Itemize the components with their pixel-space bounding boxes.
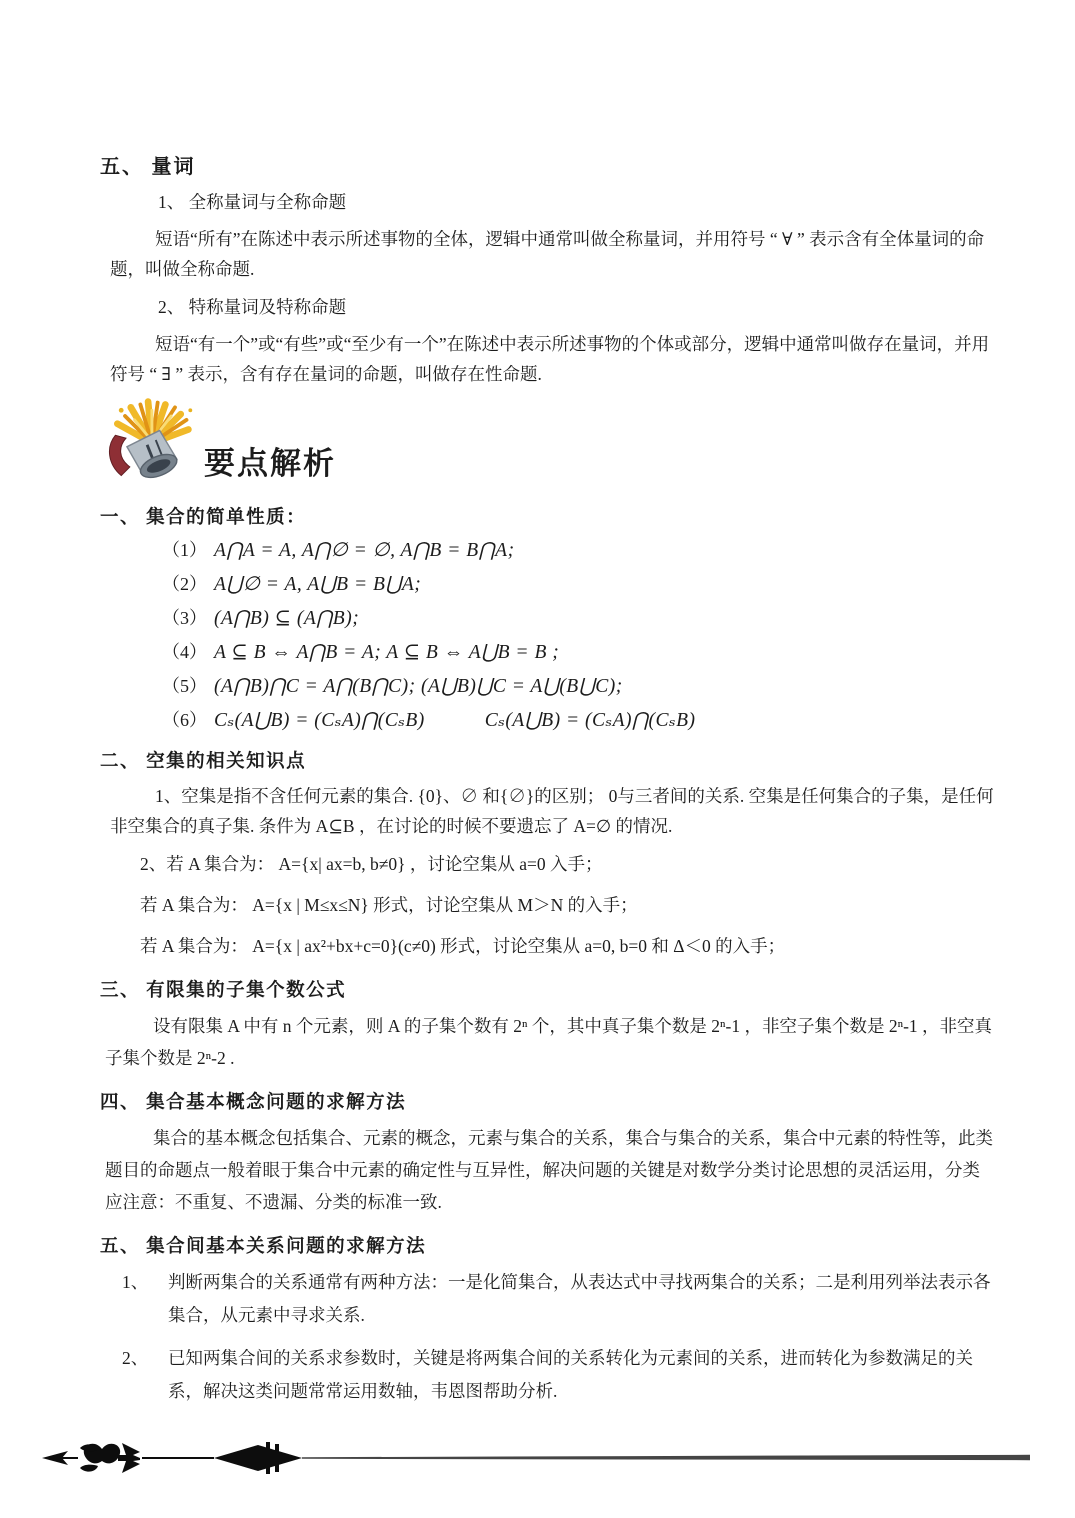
empty-set-paragraph-3: 若 A 集合为： A={x | M≤x≤N} 形式，讨论空集从 M＞N 的入手； (140, 895, 638, 915)
formula-text: (A⋂B) ⊆ (A⋂B); (214, 608, 360, 629)
formula-row (162, 640, 995, 665)
ornamental-divider-icon (42, 1436, 1037, 1480)
empty-set-paragraph-1: 1、空集是指不含任何元素的集合. {0}、∅ 和{∅}的区别； 0与三者间的关系. 空集是任何集合的子集，是任何非空集合的真子集. 条件为 A⊆B ，在讨论的时候不要遗忘了 A=∅ 的情况. (110, 786, 994, 836)
empty-set-paragraph-2: 2、若 A 集合为： A={x| ax=b, b≠0} ，讨论空集从 a=0 入手； (140, 854, 603, 874)
formula-number: （5） (162, 676, 207, 696)
section-subset-count (100, 976, 995, 1074)
universal-quantifier-subheading: 1、 全称量词与全称命题 (158, 192, 347, 212)
formula-row (162, 538, 995, 563)
existential-quantifier-subheading: 2、 特称量词及特称命题 (158, 297, 347, 317)
section-set-relations (100, 1232, 995, 1408)
key-points-title: 要点解析 (204, 446, 336, 481)
subset-count-paragraph: 设有限集 A 中有 n 个元素，则 A 的子集个数有 2ⁿ 个，其中真子集个数是 2ⁿ-1 ，非空子集个数是 2ⁿ-1 ，非空真子集个数是 2ⁿ-2 . (105, 1016, 993, 1068)
formula-row (162, 708, 995, 733)
formula-row (162, 606, 995, 631)
basic-concepts-heading: 四、 集合基本概念问题的求解方法 (100, 1093, 407, 1113)
subset-count-heading: 三、 有限集的子集个数公式 (100, 981, 347, 1001)
formula-number: （6） (162, 710, 207, 730)
formula-number: （4） (162, 642, 207, 662)
universal-quantifier-paragraph: 短语“所有”在陈述中表示所述事物的全体，逻辑中通常叫做全称量词，并用符号 “ ∀ ” 表示含有全体量词的命题，叫做全称命题. (110, 229, 985, 279)
set-relations-heading: 五、 集合间基本关系问题的求解方法 (100, 1237, 427, 1257)
list-item (118, 1342, 995, 1408)
empty-set-paragraph-4: 若 A 集合为： A={x | ax²+bx+c=0}(c≠0) 形式，讨论空集从 a=0, b=0 和 Δ＜0 的入手； (140, 936, 786, 956)
existential-quantifier-paragraph: 短语“有一个”或“有些”或“至少有一个”在陈述中表示所述事物的个体或部分，逻辑中通常叫做存在量词，并用符号 “ ∃ ” 表示，含有存在量词的命题，叫做存在性命题. (110, 334, 990, 384)
formula-text: A⋃∅ = A, A⋃B = B⋃A; (214, 574, 422, 595)
celebration-horn-icon (102, 398, 198, 489)
section-basic-concepts (100, 1088, 995, 1218)
section-empty-set (100, 747, 995, 962)
list-item (118, 1266, 995, 1332)
formula-row (162, 674, 995, 699)
formula-text: A⋂A = A, A⋂∅ = ∅, A⋂B = B⋂A; (214, 540, 515, 561)
empty-set-heading: 二、 空集的相关知识点 (100, 752, 307, 772)
list-item-text: 已知两集合间的关系求参数时，关键是将两集合间的关系转化为元素间的关系，进而转化为参数满足的关系，解决这类问题常常运用数轴，韦恩图帮助分析. (168, 1348, 973, 1401)
list-item-number: 2、 (122, 1348, 149, 1368)
basic-concepts-paragraph: 集合的基本概念包括集合、元素的概念，元素与集合的关系，集合与集合的关系，集合中元素的特性等，此类题目的命题点一般着眼于集合中元素的确定性与互异性，解决问题的关键是对数学分类讨论思想的灵活运用，分类应注意：不重复、不遗漏、分类的标准一致. (105, 1128, 993, 1212)
list-item-number: 1、 (122, 1272, 149, 1292)
formula-number: （3） (162, 608, 207, 628)
section-set-properties (100, 503, 995, 733)
set-relations-list (118, 1266, 995, 1408)
formula-text: Cₛ(A⋃B) = (CₛA)⋂(CₛB) Cₛ(A⋃B) = (CₛA)⋂(CₛB) (214, 710, 696, 731)
formula-text: (A⋂B)⋂C = A⋂(B⋂C); (A⋃B)⋃C = A⋃(B⋃C); (214, 676, 623, 697)
formula-number: （2） (162, 574, 207, 594)
set-properties-heading: 一、 集合的简单性质： (100, 508, 307, 528)
key-points-header (102, 403, 995, 489)
section-quantifiers (100, 150, 995, 389)
quantifiers-heading: 五、 量词 (100, 156, 196, 178)
formula-number: （1） (162, 540, 207, 560)
formula-text: A ⊆ B ⇔ A⋂B = A; A ⊆ B ⇔ A⋃B = B ; (214, 642, 560, 663)
formula-row (162, 572, 995, 597)
list-item-text: 判断两集合的关系通常有两种方法：一是化简集合，从表达式中寻找两集合的关系；二是利用列举法表示各集合，从元素中寻求关系. (168, 1272, 991, 1325)
